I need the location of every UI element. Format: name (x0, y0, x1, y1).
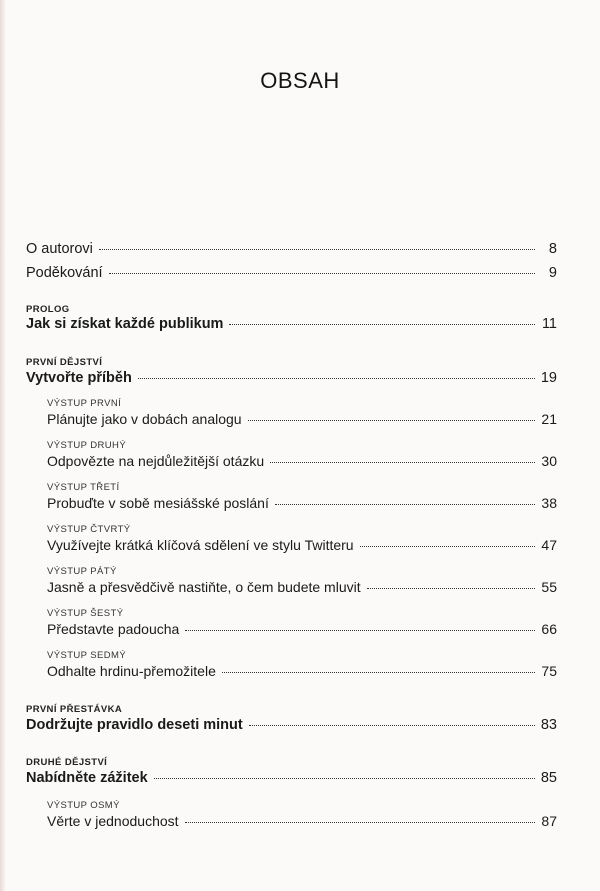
toc-entry-page: 38 (541, 495, 557, 511)
page-title: OBSAH (260, 68, 340, 93)
toc-entry-label: Vytvořte příběh (26, 370, 132, 386)
dot-leader (249, 724, 535, 726)
toc-entry-label: Odpovězte na nejdůležitější otázku (47, 453, 265, 469)
toc-entry-scene (47, 813, 557, 829)
toc-entry-act2 (26, 770, 557, 786)
toc-entry-scene (47, 579, 557, 595)
dot-leader (275, 503, 535, 505)
dot-leader (138, 377, 535, 379)
toc-entry-page: 11 (541, 316, 557, 332)
dot-leader (222, 671, 535, 673)
dot-leader (367, 587, 535, 589)
dot-leader (154, 777, 535, 779)
toc-entry-label: Poděkování (26, 265, 103, 281)
toc-entry-scene (47, 663, 557, 679)
toc-entry-scene (47, 453, 557, 469)
dot-leader (99, 248, 535, 250)
section-heading-prolog: PROLOG (26, 304, 70, 315)
scene-heading: VÝSTUP ŠESTÝ (47, 608, 124, 619)
toc-entry-page: 21 (541, 411, 557, 427)
dot-leader (270, 461, 535, 463)
section-heading-intermission: PRVNÍ PŘESTÁVKA (26, 704, 123, 715)
toc-entry-page: 30 (541, 453, 557, 469)
toc-entry-scene (47, 621, 557, 637)
toc-entry-scene (47, 537, 557, 553)
toc-entry-label: Využívejte krátká klíčová sdělení ve stylu Twitteru (47, 537, 354, 553)
toc-entry-page: 55 (541, 579, 557, 595)
scene-heading: VÝSTUP PÁTÝ (47, 566, 117, 577)
section-heading-act1: PRVNÍ DĚJSTVÍ (26, 357, 103, 368)
toc-entry-acknowledgements (26, 265, 557, 281)
dot-leader (248, 419, 535, 421)
dot-leader (109, 272, 535, 274)
toc-entry-label: Odhalte hrdinu-přemožitele (47, 663, 216, 679)
scene-heading: VÝSTUP SEDMÝ (47, 650, 127, 661)
dot-leader (185, 821, 535, 823)
toc-entry-label: Dodržujte pravidlo deseti minut (26, 717, 243, 733)
section-heading-act2: DRUHÉ DĚJSTVÍ (26, 757, 108, 768)
toc-entry-label: Představte padoucha (47, 621, 180, 637)
toc-entry-scene (47, 495, 557, 511)
toc-entry-label: Jak si získat každé publikum (26, 316, 224, 332)
dot-leader (360, 545, 535, 547)
toc-entry-label: Plánujte jako v dobách analogu (47, 411, 242, 427)
dot-leader (185, 629, 535, 631)
toc-entry-label: Věrte v jednoduchost (47, 813, 179, 829)
scene-heading: VÝSTUP OSMÝ (47, 800, 120, 811)
page-edge-shadow (0, 0, 6, 891)
toc-entry-page: 19 (540, 370, 557, 386)
scene-heading: VÝSTUP DRUHÝ (47, 440, 127, 451)
toc-entry-label: Nabídněte zážitek (26, 770, 148, 786)
toc-entry-scene (47, 411, 557, 427)
toc-entry-page: 75 (541, 663, 557, 679)
toc-entry-page: 8 (548, 241, 557, 257)
toc-entry-page: 85 (540, 770, 557, 786)
toc-entry-label: Jasně a přesvědčivě nastiňte, o čem budete mluvit (47, 579, 361, 595)
scene-heading: VÝSTUP ČTVRTÝ (47, 524, 131, 535)
scene-heading: VÝSTUP PRVNÍ (47, 398, 122, 409)
toc-entry-intermission (26, 717, 557, 733)
toc-entry-prolog (26, 316, 557, 332)
toc-entry-label: O autorovi (26, 241, 93, 257)
scene-heading: VÝSTUP TŘETÍ (47, 482, 120, 493)
toc-entry-page: 9 (548, 265, 557, 281)
toc-entry-page: 87 (541, 813, 557, 829)
toc-entry-page: 47 (541, 537, 557, 553)
toc-entry-page: 66 (541, 621, 557, 637)
toc-entry-page: 83 (540, 717, 557, 733)
dot-leader (229, 323, 535, 325)
toc-entry-label: Probuďte v sobě mesiášské poslání (47, 495, 269, 511)
toc-entry-about-author (26, 241, 557, 257)
toc-entry-act1 (26, 370, 557, 386)
